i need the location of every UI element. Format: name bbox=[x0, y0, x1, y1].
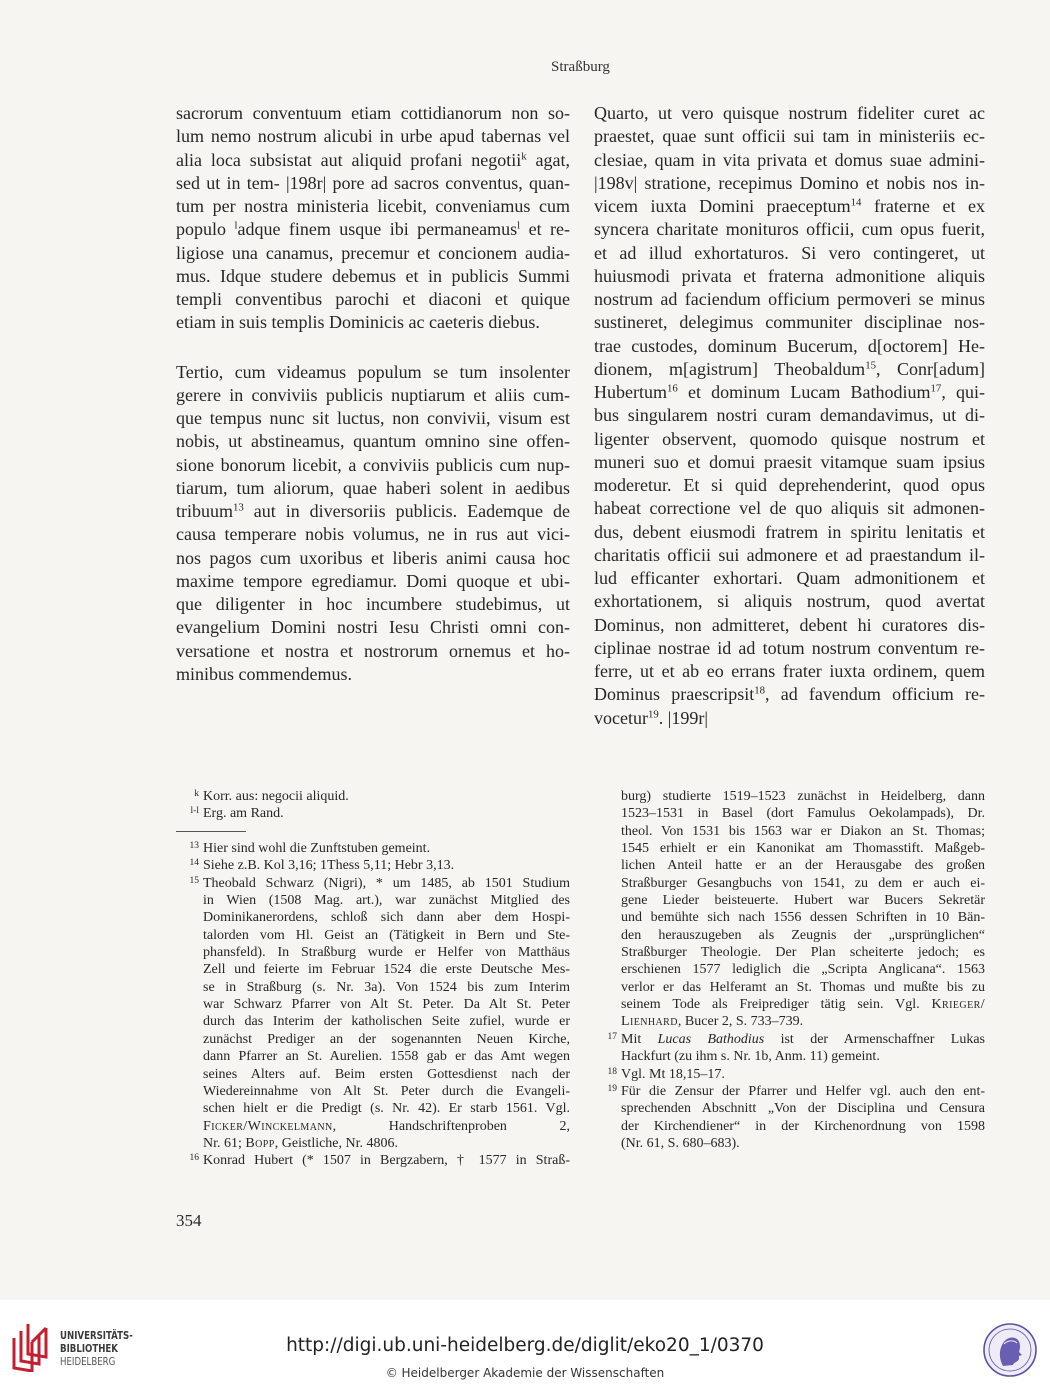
text-run: war Schwarz Pfarrer von Alt St. Peter. Da Alt St. Peter bbox=[203, 997, 570, 1013]
commentary-notes bbox=[594, 1031, 985, 1152]
footnote-separator bbox=[176, 823, 570, 840]
text-run: burg) studierte 1519–1523 zunächst in Heidelberg, dann bbox=[621, 789, 985, 804]
footnote-reference: l bbox=[517, 219, 521, 232]
text-run: agat, bbox=[526, 149, 571, 170]
footnote bbox=[594, 1066, 985, 1083]
text-line bbox=[594, 614, 985, 637]
text-run: , qui- bbox=[941, 382, 985, 402]
text-line bbox=[594, 381, 985, 404]
text-run: ligiose una canamus, precemur et concionem audia- bbox=[176, 242, 570, 263]
footnote-text bbox=[621, 1083, 985, 1152]
text-run: sprechenden Abschnitt „Von der Disciplina und Censura bbox=[621, 1101, 985, 1117]
text-run: Hubertum bbox=[594, 382, 667, 402]
text-line bbox=[621, 1066, 985, 1083]
text-line bbox=[203, 892, 570, 909]
text-run: Hier sind wohl die Zunftstuben gemeint. bbox=[203, 841, 431, 857]
text-run: praestet, quae sunt officii sui tam in ministeriis ec- bbox=[594, 126, 985, 147]
text-line bbox=[176, 102, 570, 125]
footnote-reference: 19 bbox=[647, 708, 659, 721]
text-line bbox=[621, 979, 985, 996]
text-line bbox=[621, 840, 985, 857]
text-line bbox=[621, 1135, 985, 1152]
footnote-mark: l-l bbox=[190, 806, 199, 817]
text-run: theol. Von 1531 bis 1563 war er Diakon an St. Thomas; bbox=[621, 823, 985, 839]
footnote-reference: 16 bbox=[666, 382, 678, 395]
paragraph bbox=[176, 102, 570, 335]
text-run: . |199r| bbox=[658, 707, 708, 728]
text-line bbox=[176, 500, 570, 523]
text-run: que diligenter in hoc incumbere studebimus, ut bbox=[176, 594, 570, 614]
footnote-reference: l bbox=[234, 219, 238, 232]
paragraph bbox=[594, 102, 985, 730]
text-line bbox=[621, 909, 985, 926]
footnote-text bbox=[621, 1031, 985, 1066]
text-run: der Kirchendiener“ in der Kirchenordnung von 1598 bbox=[621, 1118, 985, 1134]
text-run: Vgl. Mt 18,15–17. bbox=[621, 1066, 725, 1082]
text-run: verlor er das Helferamt an St. Thomas und mußte bis zu bbox=[621, 979, 985, 995]
text-run: Wiedereinnahme von Alt St. Peter durch die Evangeli- bbox=[203, 1083, 570, 1099]
library-name-line: HEIDELBERG bbox=[60, 1356, 116, 1368]
text-line bbox=[203, 927, 570, 944]
text-line bbox=[203, 857, 570, 874]
page-number: 354 bbox=[176, 1211, 202, 1230]
text-line bbox=[621, 996, 985, 1013]
text-line bbox=[621, 875, 985, 892]
text-run: ferre, ut et ab eo errans frater iuxta ordinem, quem bbox=[594, 661, 985, 681]
text-line bbox=[594, 195, 985, 218]
footnote-text bbox=[621, 788, 985, 1031]
text-line bbox=[176, 265, 570, 288]
text-line bbox=[203, 909, 570, 926]
footnote-mark: 17 bbox=[607, 1031, 617, 1042]
text-line bbox=[621, 892, 985, 909]
text-run: Hackfurt (zu ihm s. Nr. 1b, Anm. 11) gemeint. bbox=[621, 1049, 880, 1065]
text-line bbox=[594, 149, 985, 172]
text-run: lichen Anteil hatte er an der Herausgabe des großen bbox=[621, 858, 985, 874]
academy-seal-icon[interactable] bbox=[982, 1322, 1038, 1378]
text-run: schen hielt er die Predigt (s. Nr. 42). Er starb 1561. Vgl. bbox=[203, 1101, 570, 1117]
text-run: aut in diversoriis publicis. Eademque de bbox=[243, 501, 570, 521]
text-line bbox=[203, 1066, 570, 1083]
footnote-text bbox=[203, 1152, 570, 1169]
text-run: erschienen 1577 lediglich die „Scripta Anglicana“. 1563 bbox=[621, 962, 985, 978]
text-run: tribuum bbox=[176, 501, 233, 521]
text-line bbox=[203, 1013, 570, 1030]
text-line bbox=[621, 1118, 985, 1135]
text-run: dionem, m[agistrum] Theobaldum bbox=[594, 358, 866, 379]
text-line bbox=[203, 1031, 570, 1048]
text-line bbox=[203, 1100, 570, 1117]
library-name-line: BIBLIOTHEK bbox=[60, 1343, 118, 1355]
footnotes-left-column bbox=[176, 788, 570, 1170]
text-line bbox=[203, 805, 570, 822]
text-line bbox=[176, 430, 570, 453]
cited-author: Krieger/ bbox=[931, 997, 985, 1013]
text-line bbox=[621, 1031, 985, 1048]
text-line bbox=[203, 961, 570, 978]
text-line bbox=[621, 1013, 985, 1030]
footnote-mark: k bbox=[194, 789, 199, 799]
viewer-footer bbox=[0, 1300, 1050, 1392]
text-line bbox=[594, 358, 985, 381]
footnote-continuation bbox=[594, 788, 985, 1031]
footnote bbox=[594, 1083, 985, 1152]
running-title: Straßburg bbox=[551, 59, 610, 75]
text-run: dus, debent eiusmodi fratrem in spiritu lenitatis et bbox=[594, 521, 985, 542]
text-line bbox=[594, 521, 985, 544]
footnote-text bbox=[203, 857, 570, 874]
footnote-reference: 17 bbox=[930, 382, 942, 395]
text-line bbox=[176, 547, 570, 570]
text-line bbox=[203, 840, 570, 857]
cited-author: Bopp bbox=[245, 1135, 275, 1151]
text-run: (Nr. 61, S. 680–683). bbox=[621, 1135, 740, 1151]
text-line bbox=[621, 927, 985, 944]
text-line bbox=[594, 567, 985, 590]
text-line bbox=[203, 1083, 570, 1100]
text-line bbox=[594, 497, 985, 520]
text-run: fraterne et ex bbox=[861, 196, 985, 216]
paragraph bbox=[176, 361, 570, 687]
text-line bbox=[176, 663, 570, 686]
text-run: se in Straßburg (s. Nr. 3a). Von 1524 bis zum Interim bbox=[203, 979, 570, 995]
text-run: Korr. aus: negocii aliquid. bbox=[203, 789, 349, 804]
text-run: moderetur. Et si quid deprehenderint, quod opus bbox=[594, 475, 985, 495]
text-run: causa temperare nobis volumus, ne in rus aut vici- bbox=[176, 524, 570, 545]
text-line bbox=[203, 875, 570, 892]
text-line bbox=[176, 454, 570, 477]
text-run: Dominikanerordens, schloß sich dann aber dem Hospi- bbox=[203, 910, 570, 926]
text-run: 1545 erhielt er ein Kanonikat am Thomasstift. Maßgeb- bbox=[621, 841, 985, 857]
footnote-text bbox=[203, 805, 570, 822]
footnote-reference: 18 bbox=[754, 684, 765, 697]
text-run: populo bbox=[176, 219, 235, 240]
text-run: et dominum Lucam Bathodium bbox=[677, 382, 931, 402]
text-run: , Conr[adum] bbox=[875, 358, 985, 379]
text-run: vicem iuxta Domini praeceptum bbox=[594, 196, 851, 216]
text-line bbox=[594, 707, 985, 730]
text-line bbox=[203, 788, 570, 805]
text-line bbox=[176, 195, 570, 218]
text-run: Konrad Hubert (* 1507 in Bergzabern, † 1577 in Straß- bbox=[203, 1153, 570, 1169]
text-run: tiarum, tum aliorum, quae haberi solent in aedibus bbox=[176, 477, 570, 498]
text-run: 1523–1531 in Basel (dort Famulus Oekolampads), Dr. bbox=[621, 806, 985, 822]
text-line bbox=[621, 944, 985, 961]
text-run: Siehe z.B. Kol 3,16; 1Thess 5,11; Hebr 3,13. bbox=[203, 858, 455, 874]
text-run: Straßburger Gesangbuchs von 1541, zu dem er auch ei- bbox=[621, 875, 985, 891]
text-line bbox=[176, 311, 570, 334]
text-line bbox=[621, 1048, 985, 1065]
text-run: Theobald Schwarz (Nigri), * um 1485, ab 1501 Studium bbox=[203, 875, 570, 891]
text-line bbox=[203, 1135, 570, 1152]
text-line bbox=[176, 288, 570, 311]
text-line bbox=[176, 384, 570, 407]
text-run: sustineret, delegimus communiter disciplinae nos- bbox=[594, 312, 985, 333]
text-line bbox=[621, 1083, 985, 1100]
text-run: Für die Zensur der Pfarrer und Helfer vgl. auch den ent- bbox=[621, 1083, 985, 1099]
footnote-reference: 15 bbox=[865, 359, 876, 372]
footnote bbox=[594, 1031, 985, 1066]
text-run: Mit bbox=[621, 1031, 658, 1047]
text-line bbox=[594, 242, 985, 265]
text-line bbox=[203, 979, 570, 996]
text-run: que tempus nunc sit luctus, non convivii, visum est bbox=[176, 408, 570, 428]
text-run: ist der Armenschaffner Lukas bbox=[764, 1031, 985, 1047]
commentary-notes bbox=[176, 840, 570, 1170]
text-line bbox=[203, 996, 570, 1013]
text-line bbox=[176, 407, 570, 430]
text-line bbox=[621, 961, 985, 978]
text-line bbox=[176, 242, 570, 265]
text-run: versatione et nostra et nostrorum ornemus et ho- bbox=[176, 640, 570, 661]
critical-note bbox=[176, 805, 570, 822]
text-line bbox=[594, 660, 985, 683]
italic-name: Lucas Bathodius bbox=[657, 1031, 765, 1047]
text-line bbox=[594, 311, 985, 334]
text-run: alia loca subsistat aut aliquid profani negotii bbox=[176, 149, 522, 170]
text-run: nos pagos cum uxoribus et liberis animi causa hoc bbox=[176, 547, 570, 568]
text-line bbox=[621, 857, 985, 874]
cited-author: Ficker/Winckelmann bbox=[203, 1118, 333, 1134]
footnote-text bbox=[203, 875, 570, 1153]
text-run: vocetur bbox=[594, 707, 648, 728]
text-line bbox=[594, 102, 985, 125]
text-run: Zell und feierte im Februar 1524 die erste Deutsche Mes- bbox=[203, 962, 570, 978]
text-run: bus singularem nostri curam demandavimus, ut di- bbox=[594, 405, 985, 426]
critical-note bbox=[176, 788, 570, 805]
text-run: tum per nostra ministeria licebit, conveniamus cum bbox=[176, 196, 570, 216]
text-run: muneri suo et domui praesit vitamque suam ipsius bbox=[594, 451, 985, 472]
text-run: Quarto, ut vero quisque nostrum fideliter curet ac bbox=[594, 103, 985, 123]
footnote-reference: k bbox=[521, 150, 527, 163]
text-run: und bemühte sich nach 1556 dessen Schriften in 10 Bän- bbox=[621, 910, 985, 926]
footnote-reference: 13 bbox=[233, 501, 244, 514]
cited-author: Lienhard bbox=[621, 1014, 678, 1030]
text-line bbox=[594, 218, 985, 241]
text-line bbox=[621, 823, 985, 840]
main-text-right-column bbox=[594, 102, 985, 730]
text-line bbox=[176, 172, 570, 195]
footnote-reference: 14 bbox=[850, 196, 862, 209]
text-run: |198v| stratione, recepimus Domino et nobis nos in- bbox=[594, 172, 985, 193]
text-run: , Bucer 2, S. 733–739. bbox=[677, 1014, 804, 1030]
text-line bbox=[176, 149, 570, 172]
footnote-text bbox=[621, 1066, 985, 1083]
text-run: clesiae, quam in vita privata et domus suae admini- bbox=[594, 149, 985, 170]
permalink-url[interactable]: http://digi.ub.uni-heidelberg.de/diglit/eko20_1/0370 bbox=[286, 1335, 764, 1356]
text-line bbox=[176, 125, 570, 148]
text-run: Straßburger Theologie. Der Plan scheiterte jedoch; es bbox=[621, 945, 985, 961]
text-run: Tertio, cum videamus populum se tum insolenter bbox=[176, 361, 570, 382]
text-line bbox=[176, 640, 570, 663]
text-line bbox=[176, 218, 570, 241]
footnote-text bbox=[203, 840, 570, 857]
text-line bbox=[594, 428, 985, 451]
text-run: mus. Idque studere debemus et in publicis Summi bbox=[176, 265, 570, 286]
footnote-continued bbox=[594, 788, 985, 1031]
footnote bbox=[176, 1152, 570, 1169]
footnote bbox=[176, 875, 570, 1153]
text-line bbox=[594, 590, 985, 613]
text-run: sione bonorum licebit, a conviviis publicis cum nup- bbox=[176, 454, 570, 475]
text-run: et ad illud exhortaturos. Si vero contingeret, ut bbox=[594, 242, 985, 263]
text-run: gene Lieder beisteuerte. Hubert war Bucers Sekretär bbox=[621, 893, 985, 909]
text-run: den herauszugeben als Zeugnis der „ursprünglichen“ bbox=[621, 927, 985, 943]
text-line bbox=[621, 805, 985, 822]
footnote-mark: 13 bbox=[189, 841, 199, 852]
text-line bbox=[176, 593, 570, 616]
text-run: et re- bbox=[520, 219, 570, 240]
text-line bbox=[594, 172, 985, 195]
text-run: , ad favendum officium re- bbox=[765, 684, 985, 705]
text-run: syncera charitate monituros officii, cum opus fuerit, bbox=[594, 219, 985, 240]
text-line bbox=[594, 404, 985, 427]
text-run: nostrum ad faciendum officium permoveri se minus bbox=[594, 289, 985, 309]
text-line bbox=[594, 544, 985, 567]
text-run: gerere in conviviis publicis nuptiarum et aliis cum- bbox=[176, 384, 570, 405]
text-run: zunächst Prediger an der sogenannten Neuen Kirche, bbox=[203, 1031, 570, 1047]
text-run: trae custodes, dominum Bucerum, d[octorem] He- bbox=[594, 335, 985, 356]
text-line bbox=[203, 1118, 570, 1135]
text-run: durch das Interim der katholischen Seite zufiel, wurde er bbox=[203, 1014, 570, 1030]
text-run: lud efficanter exhortari. Quam admonitionem et bbox=[594, 568, 985, 588]
text-run: exhortationem, si aliquis nostrum, quod avertat bbox=[594, 591, 985, 612]
library-logo[interactable] bbox=[10, 1322, 150, 1374]
text-run: seines Alters auf. Beim ersten Gottesdienst nach der bbox=[203, 1066, 570, 1082]
text-run: minibus commendemus. bbox=[176, 663, 352, 684]
text-line bbox=[176, 361, 570, 384]
footnote-mark: 18 bbox=[607, 1066, 617, 1077]
text-line bbox=[594, 288, 985, 311]
footnote-mark: 16 bbox=[189, 1153, 199, 1164]
text-run: phansfeld). In Straßburg wurde er Helfer von Matthäus bbox=[203, 945, 570, 961]
text-line bbox=[594, 335, 985, 358]
main-text-left-column bbox=[176, 102, 570, 686]
library-name bbox=[60, 1330, 133, 1369]
text-line bbox=[594, 474, 985, 497]
footnotes-right-column bbox=[594, 788, 985, 1152]
text-line bbox=[203, 944, 570, 961]
text-line bbox=[594, 637, 985, 660]
text-run: templi conventibus parochi et diaconi et quique bbox=[176, 289, 570, 309]
text-run: seinem Tode als Freiprediger tätig sein. Vgl. bbox=[621, 997, 932, 1013]
text-line bbox=[594, 451, 985, 474]
text-line bbox=[176, 477, 570, 500]
text-run: dann Pfarrer an St. Aurelien. 1558 gab er das Amt wegen bbox=[203, 1049, 570, 1065]
text-line bbox=[594, 683, 985, 706]
critical-apparatus bbox=[176, 788, 570, 823]
text-line bbox=[176, 616, 570, 639]
text-run: Erg. am Rand. bbox=[203, 806, 284, 822]
text-run: , Handschriftenproben 2, bbox=[332, 1118, 570, 1134]
text-run: in Wien (1508 Mag. art.), war zunächst Mitglied des bbox=[203, 893, 570, 909]
text-line bbox=[203, 1048, 570, 1065]
library-name-line: UNIVERSITÄTS- bbox=[60, 1330, 133, 1342]
text-run: lum nemo nostrum alicubi in urbe apud tabernas vel bbox=[176, 126, 570, 147]
text-run: ligenter observent, quomodo quisque nostrum et bbox=[594, 428, 985, 449]
text-run: etiam in suis templis Dominicis ac caeteris diebus. bbox=[176, 312, 540, 333]
footnote bbox=[176, 840, 570, 857]
text-line bbox=[176, 523, 570, 546]
text-line bbox=[594, 125, 985, 148]
text-run: sed ut in tem- |198r| pore ad sacros conventus, quan- bbox=[176, 172, 570, 193]
text-run: charitatis officii sui admonere et ad praestandum il- bbox=[594, 544, 985, 565]
text-line bbox=[176, 570, 570, 593]
text-run: nobis, ut abstineamus, quantum omnino sine offen- bbox=[176, 431, 570, 452]
text-line bbox=[594, 265, 985, 288]
text-run: huiusmodi privata et fraterna admonitione aliquis bbox=[594, 265, 985, 286]
text-line bbox=[203, 1152, 570, 1169]
text-run: evangelium Domini nostri Iesu Christi omni con- bbox=[176, 617, 570, 638]
footnote-text bbox=[203, 788, 570, 805]
text-run: Dominus, non admitteret, debent hi curatores dis- bbox=[594, 614, 985, 635]
text-run: talorden vom Hl. Geist an (Tätigkeit in Bern und Ste- bbox=[203, 927, 570, 943]
footnote bbox=[176, 857, 570, 874]
text-run: sacrorum conventuum etiam cottidianorum non so- bbox=[176, 103, 570, 123]
text-run: habeat correctione vel de quo aliquis sit admonen- bbox=[594, 498, 985, 519]
footnote-mark: 14 bbox=[189, 858, 199, 869]
text-run: Nr. 61; bbox=[203, 1135, 246, 1151]
text-run: adque finem usque ibi permaneamus bbox=[237, 219, 518, 240]
text-run: ciplinae nostrae id ad totum nostrum conventum re- bbox=[594, 637, 985, 658]
text-line bbox=[621, 788, 985, 805]
copyright-notice: © Heidelberger Akademie der Wissenschaften bbox=[385, 1366, 665, 1380]
text-run: maxime tempore egrediamur. Domi quoque et ubi- bbox=[176, 570, 570, 591]
footnote-mark: 15 bbox=[189, 875, 199, 886]
text-run: Dominus praescripsit bbox=[594, 684, 755, 705]
text-run: , Geistliche, Nr. 4806. bbox=[274, 1135, 399, 1151]
footnote-mark: 19 bbox=[607, 1083, 617, 1094]
text-line bbox=[621, 1100, 985, 1117]
ub-logo-icon bbox=[10, 1322, 54, 1372]
